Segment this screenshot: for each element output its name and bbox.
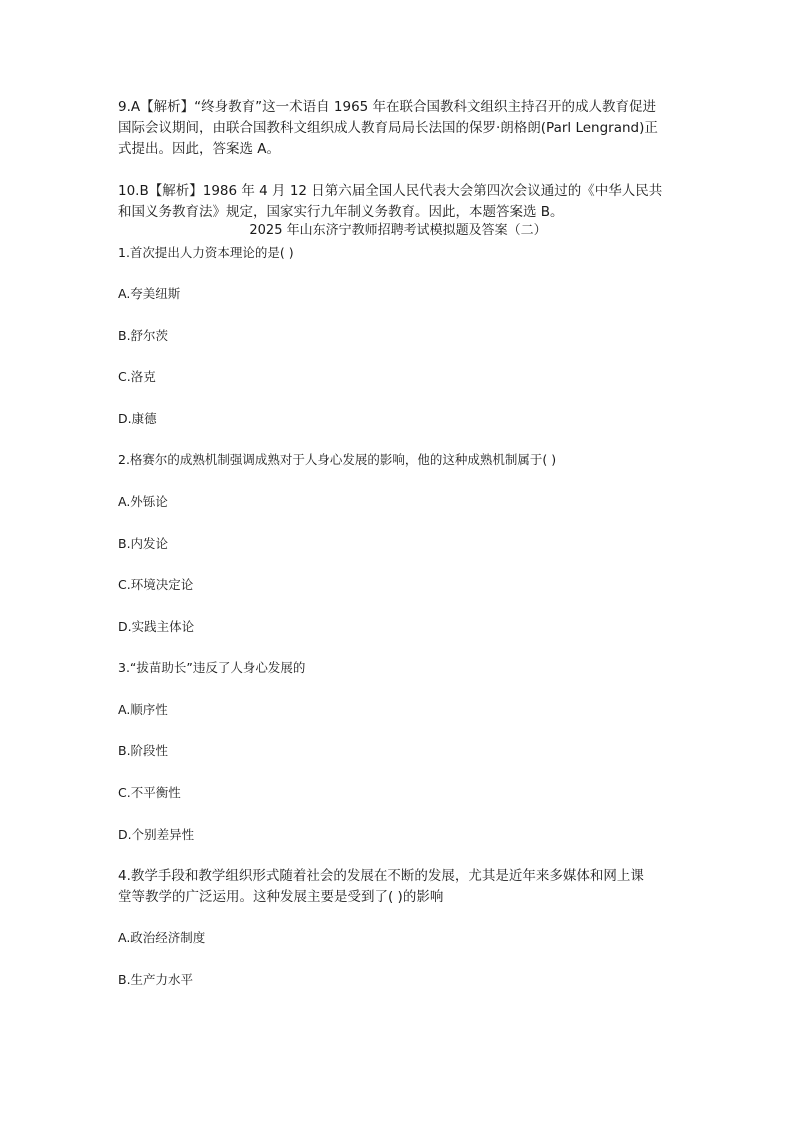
question-2-stem: 2.格赛尔的成熟机制强调成熟对于人身心发展的影响，他的这种成熟机制属于( ) bbox=[118, 452, 557, 467]
answer-9-line-2: 国际会议期间，由联合国教科文组织成人教育局局长法国的保罗·朗格朗(Parl Lengrand)正 bbox=[118, 120, 658, 136]
answer-10-explanation bbox=[118, 181, 678, 223]
question-1-option-a: A.夸美纽斯 bbox=[118, 286, 181, 301]
question-4-stem bbox=[118, 866, 678, 908]
question-3-stem: 3.“拔苗助长”违反了人身心发展的 bbox=[118, 660, 306, 675]
question-1-option-b: B.舒尔茨 bbox=[118, 328, 169, 343]
question-1-option-c: C.洛克 bbox=[118, 369, 156, 384]
answer-9-explanation bbox=[118, 97, 678, 160]
section-title: 2025 年山东济宁教师招聘考试模拟题及答案（二） bbox=[249, 223, 547, 238]
question-4-stem-line-2: 堂等教学的广泛运用。这种发展主要是受到了( )的影响 bbox=[118, 889, 444, 905]
answer-10-line-2: 和国义务教育法》规定，国家实行九年制义务教育。因此，本题答案选 B。 bbox=[118, 204, 564, 220]
question-3-option-d: D.个别差异性 bbox=[118, 827, 195, 842]
question-3-option-a: A.顺序性 bbox=[118, 702, 168, 717]
question-2-option-a: A.外铄论 bbox=[118, 494, 168, 509]
question-4-stem-line-1: 4.教学手段和教学组织形式随着社会的发展在不断的发展，尤其是近年来多媒体和网上课 bbox=[118, 868, 644, 884]
answer-9-line-1: 9.A【解析】“终身教育”这一术语自 1965 年在联合国教科文组织主持召开的成人教育促进 bbox=[118, 99, 657, 115]
question-4-option-a: A.政治经济制度 bbox=[118, 930, 206, 945]
answer-10-line-1: 10.B【解析】1986 年 4 月 12 日第六届全国人民代表大会第四次会议通过的《中华人民共 bbox=[118, 183, 663, 199]
question-1-option-d: D.康德 bbox=[118, 411, 157, 426]
question-2-option-b: B.内发论 bbox=[118, 536, 169, 551]
question-2-option-c: C.环境决定论 bbox=[118, 577, 194, 592]
question-1-stem: 1.首次提出人力资本理论的是( ) bbox=[118, 245, 294, 260]
question-3-option-c: C.不平衡性 bbox=[118, 785, 181, 800]
question-4-option-b: B.生产力水平 bbox=[118, 972, 194, 987]
answer-9-line-3: 式提出。因此，答案选 A。 bbox=[118, 141, 281, 157]
question-2-option-d: D.实践主体论 bbox=[118, 619, 195, 634]
question-3-option-b: B.阶段性 bbox=[118, 743, 169, 758]
